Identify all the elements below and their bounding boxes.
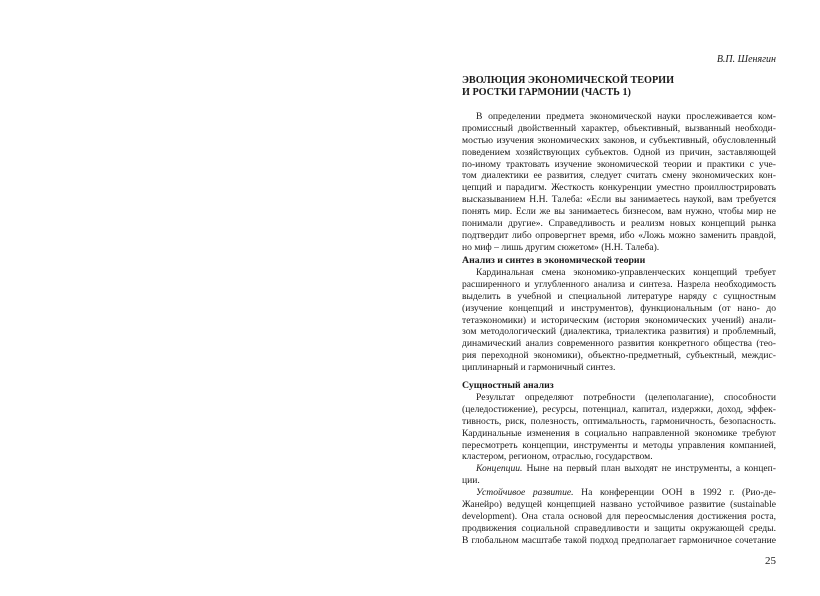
text-line: промиссный двойственный характер, объективный, вызванный необходи- bbox=[462, 122, 776, 134]
text-line: понимали другие». Справедливость и реализм новых концепций рынка bbox=[462, 218, 776, 230]
text-line: по-иному трактовать изучение экономической теории и практики с уче- bbox=[462, 158, 776, 170]
page-number: 25 bbox=[765, 555, 776, 567]
text-line: тетаэкономики) и историческим (история экономических учений) анали- bbox=[462, 314, 776, 326]
text-line: поведением хозяйствующих субъектов. Одной из причин, заставляющей bbox=[462, 146, 776, 158]
term-sustainable-development: Устойчивое развитие. bbox=[476, 487, 574, 499]
text-line-sustainable bbox=[462, 487, 776, 499]
book-page bbox=[462, 0, 776, 596]
text-line: но миф – лишь другим сюжетом» (Н.Н. Талеба). bbox=[462, 241, 660, 253]
section-analysis-synthesis bbox=[462, 255, 776, 374]
text-line: ции. bbox=[462, 475, 480, 487]
section-essential-analysis bbox=[462, 380, 776, 547]
text-line: понять мир. Если же вы занимаетесь бизнесом, вам нужно, чтобы мир не bbox=[462, 206, 776, 218]
text-line: рия переходной экономики), объектно-предметный, субъектный, междис- bbox=[462, 350, 776, 362]
text-line: расширенного и углубленного анализа и синтеза. Назрела необходимость bbox=[462, 278, 776, 290]
running-header-author: В.П. Шенягин bbox=[716, 54, 776, 65]
text-line: (изучение концепций и инструментов), функциональным (от нано- до bbox=[462, 302, 776, 314]
text-line: мостью изучения экономических законов, и субъективный, обусловленный bbox=[462, 134, 776, 146]
text-line: тивность, риск, полезность, оптимальность, гармоничность, безопасность. bbox=[462, 415, 776, 427]
text-line: высказыванием Н.Н. Талеба: «Если вы занимаетесь наукой, вам требуется bbox=[462, 194, 776, 206]
text-line: Жанейро) ведущей концепцией названо устойчивое развитие (sustainable bbox=[462, 499, 776, 511]
text-line: В глобальном масштабе такой подход предполагает гармоничное сочетание bbox=[462, 534, 776, 546]
text-line: кластером, регионом, отраслью, государством. bbox=[462, 451, 653, 463]
text-line: В определении предмета экономической науки прослеживается ком- bbox=[476, 111, 776, 122]
text-line: подтвердит либо опровергнет время, ибо «Ложь можно заменить правдой, bbox=[462, 229, 776, 241]
section-heading: Анализ и синтез в экономической теории bbox=[462, 255, 646, 266]
text-line: динамический анализ современного развития конкретного общества (тео- bbox=[462, 338, 776, 350]
term-concepts: Концепции. bbox=[476, 463, 523, 475]
intro-paragraph bbox=[462, 111, 776, 254]
title-line-1: ЭВОЛЮЦИЯ ЭКОНОМИЧЕСКОЙ ТЕОРИИ bbox=[462, 75, 675, 86]
sustainable-text: На конференции ООН в 1992 г. (Рио-де- bbox=[573, 487, 776, 499]
text-line: том диалектики ее развития, следует считать смену экономических кон- bbox=[462, 170, 776, 182]
title-line-2: И РОСТКИ ГАРМОНИИ (ЧАСТЬ 1) bbox=[462, 87, 631, 98]
text-line: цепций и парадигм. Жесткость конкуренции уместно проиллюстрировать bbox=[462, 182, 776, 194]
text-line-concepts bbox=[462, 463, 776, 475]
text-line: Кардинальные изменения в социально направленной экономике требуют bbox=[462, 427, 776, 439]
article-title bbox=[462, 75, 776, 99]
text-line: зом методологический (диалектика, триалектика развития) и проблемный, bbox=[462, 326, 776, 338]
concepts-text: Ныне на первый план выходят не инструменты, а концеп- bbox=[522, 463, 776, 475]
section-heading: Сущностный анализ bbox=[462, 380, 554, 391]
text-line: Результат определяют потребности (целеполагание), способности bbox=[476, 392, 776, 403]
text-line: пересмотреть концепции, инструменты и методы управления компанией, bbox=[462, 439, 776, 451]
text-line: Кардинальная смена экономико-управленческих концепций требует bbox=[476, 267, 776, 278]
text-line: продвижения социальной справедливости и защиты окружающей среды. bbox=[462, 522, 776, 534]
text-line: development). Она стала основой для переосмысления достижения роста, bbox=[462, 510, 776, 522]
text-line: (целедостижение), ресурсы, потенциал, капитал, издержки, доход, эффек- bbox=[462, 403, 776, 415]
text-line: циплинарный и гармоничный синтез. bbox=[462, 362, 616, 374]
text-line: выделить в учебной и специальной литературе наряду с сущностным bbox=[462, 290, 776, 302]
